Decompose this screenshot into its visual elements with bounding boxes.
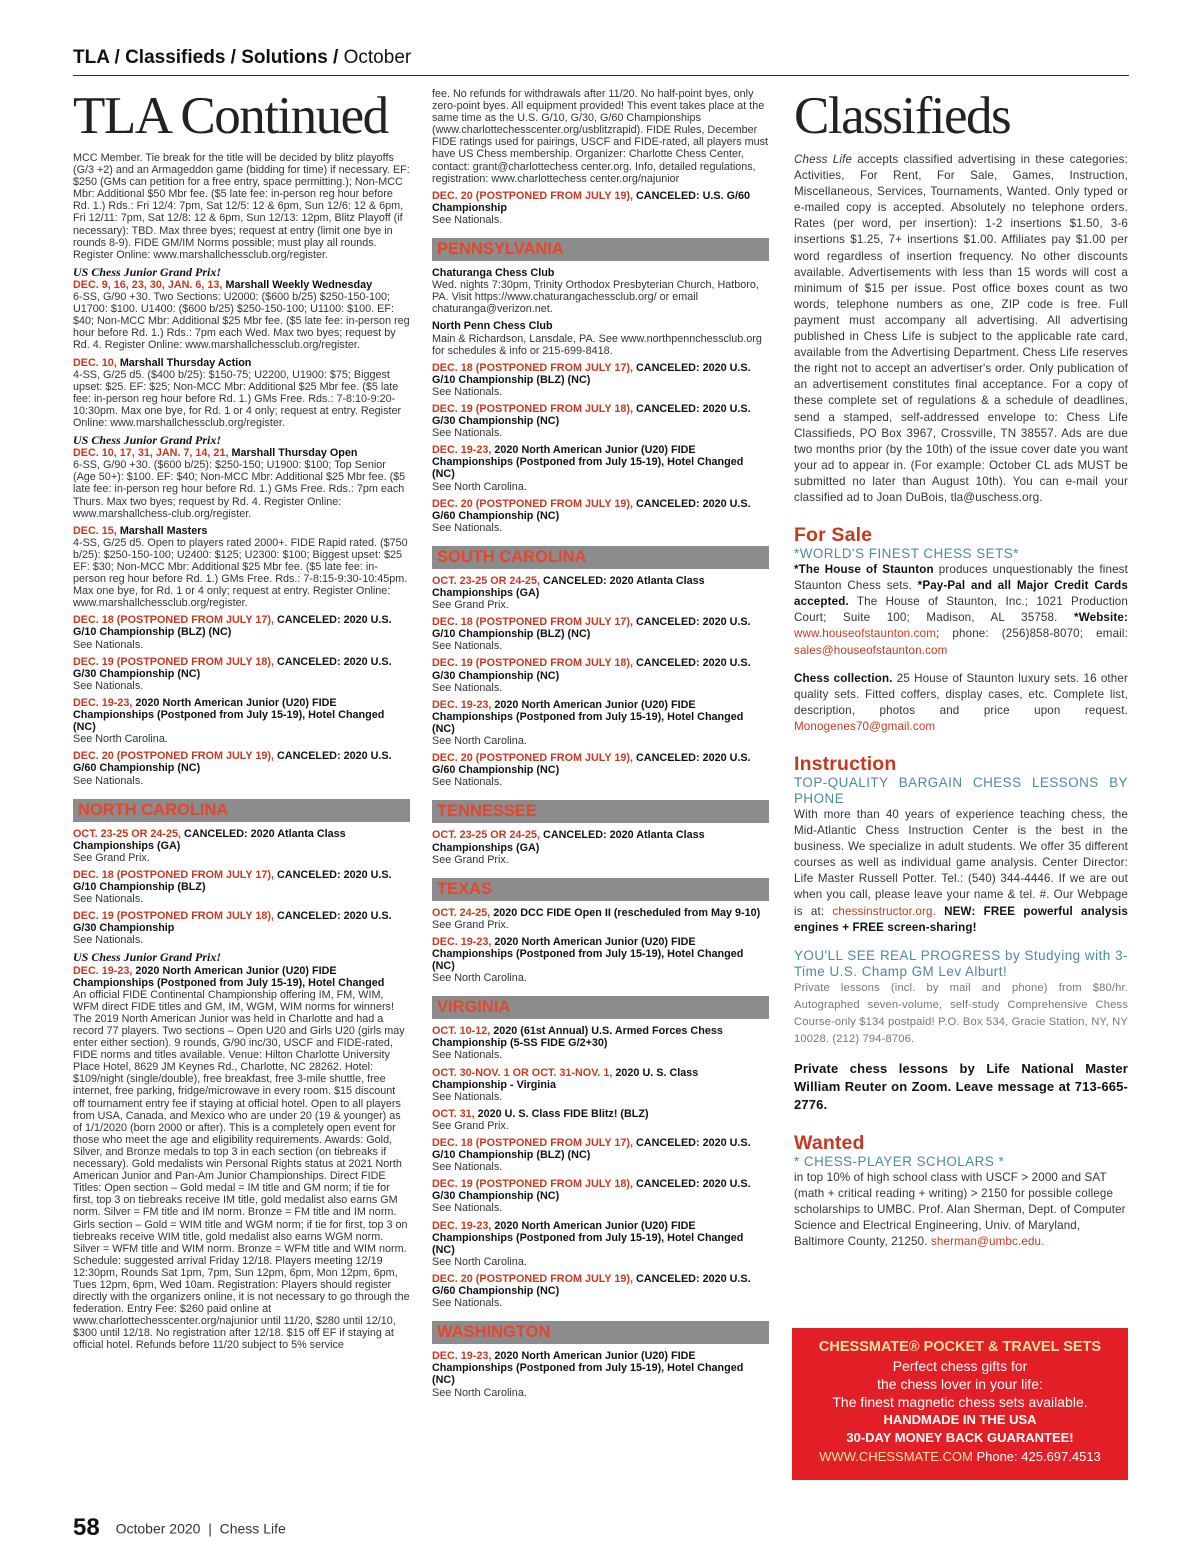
ad-title: CHESSMATE® POCKET & TRAVEL SETS [818,1339,1102,1355]
tla-entry: OCT. 23-25 OR 24-25, CANCELED: 2020 Atlanta Class Championships (GA) See Grand Prix. [432,829,705,866]
email-link[interactable]: Monogenes70@gmail.com [794,719,936,733]
club-entry: North Penn Chess Club Main & Richardson, Lansdale, PA. See www.northpennchessclub.org for schedules & info or 215-699-8418. [432,320,762,357]
tla-entry: OCT. 10-12, 2020 (61st Annual) U.S. Armed Forces Chess Championship (5-SS FIDE G/2+30) See Nationals. [432,1025,723,1062]
tla-intro: MCC Member. Tie break for the title will be decided by blitz playoffs (G/3 +2) and an Armageddon game (bidding for time) if necessary. EF: $250 (GMs can petition for a free entry, space permitting.); Non-MCC Mbr: Additional $50 Mbr fee. ($5 late fee: in-person reg hour before Rd. 1.) Rds.: Fri 12/4: 7pm, Sat 12/5: 12 & 6pm, Sun 12/6: 12 & 6pm, Fri 12/11: 7pm, Sat 12/8: 12 & 6pm, Sun 12/13: 12pm, Blitz Playoff (if necessary): TBD. Max three byes; request at entry (limit one bye in rounds 8-9). FIDE GM/IM Norms possible; must play all rounds. Register Online: www.marshallchessclub.org/register. [73,152,410,261]
tla-entry: DEC. 20 (POSTPONED FROM JULY 19), CANCELED: 2020 U.S. G/60 Championship (NC) See Nationals. [432,1272,751,1310]
tla-entry: DEC. 19 (POSTPONED FROM JULY 18), CANCELED: 2020 U.S. G/30 Championship (NC) See Nationals. [432,1178,751,1215]
ad-chess-collection: Chess collection. 25 House of Staunton luxury sets. 16 other quality sets. Fitted coffers, display cases, etc. Complete list, description, photos and price upon request. Monogenes70@gmail.com [794,671,1128,733]
wanted-subheading: * CHESS-PLAYER SCHOLARS * [794,1153,1005,1169]
tla-entry: DEC. 15, Marshall Masters 4-SS, G/25 d5. Open to players rated 2000+. FIDE Rapid rated. ($750 b/25): $250-150-100; U2400: $125; U2300: $100; Biggest upset: $25 EF: $30; Non-MCC Mbr: Additional $25 Mbr fee. ($5 late fee: in-person reg hour before Rd. 1.) GMs Free. Rds.: 7-8:15-9:30-10:45pm. Max one bye, for Rd. 1 or 4 only; request at entry. Register Online: www.marshallchessclub.org/register. [73,524,408,610]
issue-month: October [343,47,412,68]
ad-chess-lessons-phone: With more than 40 years of experience teaching chess, the Mid-Atlantic Chess Instruction Center is the best in the business. We specialize in adult students. We offer 35 different courses as well as individual game analysis. Center Director: Life Master Russell Potter. Tel.: (540) 344-4446. If we are out when you call, please leave your name & tel. #. Our Webpage is at: chessinstructor.org. NEW: FREE powerful analysis engines + FREE screen-sharing! [794,808,1128,934]
wanted-heading: Wanted [794,1131,865,1154]
state-header-north-carolina: NORTH CAROLINA [73,799,410,822]
ad-line: 30-DAY MONEY BACK GUARANTEE! [846,1430,1074,1445]
tla-entry: DEC. 20 (POSTPONED FROM JULY 19), CANCELED: 2020 U.S. G/60 Championship (NC) See Nationals. [432,497,751,534]
classifieds-title: Classifieds [794,88,1011,145]
website-link[interactable]: chessinstructor.org. [832,904,936,918]
tla-entry: DEC. 19 (POSTPONED FROM JULY 18), CANCELED: 2020 U.S. G/30 Championship (NC) See Nationals. [432,657,751,694]
instruction-heading: Instruction [794,753,897,775]
tla-entry: OCT. 24-25, 2020 DCC FIDE Open II (rescheduled from May 9-10) See Grand Prix. [432,906,761,931]
tla-entry: DEC. 18 (POSTPONED FROM JULY 17), CANCELED: 2020 U.S. G/10 Championship (BLZ) (NC) See Nationals. [432,1137,751,1174]
tla-entry: DEC. 19 (POSTPONED FROM JULY 18), CANCELED: 2020 U.S. G/30 Championship See Nationals. [73,910,392,947]
tla-entry: OCT. 23-25 OR 24-25, CANCELED: 2020 Atlanta Class Championships (GA) See Grand Prix. [432,574,705,612]
tla-entry: DEC. 18 (POSTPONED FROM JULY 17), CANCELED: 2020 U.S. G/10 Championship (BLZ) (NC) See Nationals. [73,614,392,651]
grand-prix-label: US Chess Junior Grand Prix! [73,264,222,279]
state-header-pennsylvania: PENNSYLVANIA [432,238,769,261]
tla-entry: DEC. 20 (POSTPONED FROM JULY 19), CANCELED: 2020 U.S. G/60 Championship (NC) See Nationals. [432,752,751,789]
tla-entry: DEC. 9, 16, 23, 30, JAN. 6, 13, Marshall Weekly Wednesday 6-SS, G/90 +30. Two Sections: U2000: ($600 b/25) $250-150-100; U1700: $100. U1400: ($600 b/25) $250-150-100; U1100: $100. EF: $40; Non-MCC Mbr: Additional $25 Mbr fee. ($5 late fee: in-person reg hour before Rd. 1.) Rds.: 7pm each Wed. Max two byes; request by Rd. 4. Register Online: www.marshallchessclub.org/register. [73,278,410,352]
tla-column-1 [73,88,410,1483]
ad-line: the chess lover in your life: [877,1376,1043,1392]
state-header-tennessee: TENNESSEE [432,800,769,823]
tla-entry: DEC. 20 (POSTPONED FROM JULY 19), CANCELED: U.S. G/60 Championship See Nationals. [432,189,750,226]
section-path: TLA / Classifieds / Solutions / [73,47,339,68]
tla-entry: DEC. 19-23, 2020 North American Junior (U20) FIDE Championships (Postponed from July 15-19), Hotel Changed (NC) See North Carolina. [73,696,385,746]
state-header-south-carolina: SOUTH CAROLINA [432,546,769,569]
tla-entry: DEC. 10, Marshall Thursday Action 4-SS, G/25 d5. ($400 b/25): $150-75; U2200, U1900: $75; Biggest upset: $25. EF: $25; Non-MCC Mbr: Additional $25 Mbr fee. ($5 late fee: in-person reg hour before Rd. 1.) GMs Free. Rds.: 7-8:10-9:20-10:30pm. Max one bye, for Rd. 1 or 4 only; request at entry. Register Online: www.marshallchessclub.org/register. [73,356,402,429]
ad-line: HANDMADE IN THE USA [883,1412,1037,1427]
email-link[interactable]: sales@houseofstaunton.com [794,643,948,657]
tla-entry: DEC. 19-23, 2020 North American Junior (U20) FIDE Championships (Postponed from July 15-19), Hotel Changed (NC) See North Carolina. [432,1219,744,1268]
tla-entry-continued: fee. No refunds for withdrawals after 11/20. No half-point byes, only zero-point byes. All equipment provided! This event takes place at the same time as the U.S. G/10, G/30, G/60 Championships (www.charlottechesscenter.org/usblitzrapid). FIDE Rules, December FIDE ratings used for pairings, USCF and FIDE-rated, all players must have US Chess membership. Organizer: Charlotte Chess Center, contact: grant@charlottechess center.org. Info, detailed regulations, registration: www.charlottechess center.org/najunior [432,88,769,185]
tla-entry: OCT. 30-NOV. 1 OR OCT. 31-NOV. 1, 2020 U. S. Class Championship - Virginia See Nationals. [432,1066,699,1103]
state-header-virginia: VIRGINIA [432,996,769,1019]
tla-entry: OCT. 23-25 OR 24-25, CANCELED: 2020 Atlanta Class Championships (GA) See Grand Prix. [73,827,346,864]
state-header-washington: WASHINGTON [432,1321,769,1344]
tla-entry: DEC. 18 (POSTPONED FROM JULY 17), CANCELED: 2020 U.S. G/10 Championship (BLZ) See Nationals. [73,868,392,906]
chessmate-ad [792,1328,1128,1480]
tla-entry: DEC. 18 (POSTPONED FROM JULY 17), CANCELED: 2020 U.S. G/10 Championship (BLZ) (NC) See Nationals. [432,361,751,398]
ad-house-of-staunton: *The House of Staunton produces unquestionably the finest Staunton Chess sets. *Pay-Pal and all Major Credit Cards accepted. The House of Staunton, Inc.; 1021 Production Court; Suite 100; Madison, AL 35758. *Website: www.houseofstaunton.com; phone: (256)858-8070; email: sales@houseofstaunton.com [794,563,1128,657]
grand-prix-label: US Chess Junior Grand Prix! [73,950,222,965]
ad-chess-scholars: in top 10% of high school class with USCF > 2000 and SAT (math + critical reading + writing) > 2150 for possible college scholarships to UMBC. Prof. Alan Sherman, Dept. of Computer Science and Electrical Engineering, Univ. of Maryland, Baltimore County, 21250. sherman@umbc.edu. [794,1170,1126,1249]
ad-contact: WWW.CHESSMATE.COM Phone: 425.697.4513 [819,1449,1101,1464]
classifieds-intro: Chess Life accepts classified advertising in these categories: Activities, For Rent, For Sale, Games, Instruction, Miscellaneous, Services, Tournaments, Wanted. Only typed or e-mailed copy is accepted. Absolutely no telephone orders. Rates (per word, per insertion): 1-2 insertions $1.50, 3-6 insertions $1.25, 7+ insertions $1.00. Affiliates pay $1.00 per word regardless of insertion frequency. No other discounts available. Advertisements with less than 15 words will cost a minimum of $15 per issue. Post office boxes count as two words, telephone numbers as one, ZIP code is free. Full payment must accompany all advertising. All advertising published in Chess Life is subject to the applicable rate card, available from the Advertising Department. Chess Life reserves the right not to accept an advertiser's order. Only publication of an advertisement constitutes final acceptance. For a copy of these complete set of regulations & a schedule of deadlines, send a stamped, self-addressed envelope to: Chess Life Classifieds, PO Box 3967, Crossville, TN 38557. Ads are due two months prior (by the 10th) of the issue cover date you want your ad to appear in. (For example: October CL ads MUST be submitted no later than August 10th). You can e-mail your classified ad to Joan DuBois, tla@uschess.org. [794,153,1128,504]
website-link[interactable]: www.houseofstaunton.com [794,627,937,641]
tla-title: TLA Continued [73,88,388,145]
instruction-subheading: TOP-QUALITY BARGAIN CHESS LESSONS BY PHONE [794,775,1128,806]
ad-line: The finest magnetic chess sets available. [832,1394,1088,1410]
club-entry: Chaturanga Chess Club Wed. nights 7:30pm, Trinity Orthodox Presbyterian Church, Hatboro, PA. Visit https://www.chaturangachessclub.org/ or email chaturanga@verizon.net. [432,267,759,316]
ad-line: Perfect chess gifts for [892,1358,1028,1374]
tla-entry: OCT. 31, 2020 U. S. Class FIDE Blitz! (BLZ) See Grand Prix. [432,1107,649,1132]
page-number: 58 [73,1514,100,1542]
grand-prix-label: US Chess Junior Grand Prix! [73,433,222,448]
tla-column-2 [432,88,769,1488]
email-link[interactable]: sherman@umbc.edu. [930,1235,1045,1249]
tla-entry: DEC. 19-23, 2020 North American Junior (U20) FIDE Championships (Postponed from July 15-19), Hotel Changed (NC) See North Carolina. [432,698,744,748]
tla-entry: DEC. 19 (POSTPONED FROM JULY 18), CANCELED: 2020 U.S. G/30 Championship (NC) See Nationals. [432,402,751,440]
tla-entry: DEC. 19-23, 2020 North American Junior (U20) FIDE Championships (Postponed from July 15-19), Hotel Changed (NC) See North Carolina. [432,444,744,493]
tla-entry: DEC. 19-23, 2020 North American Junior (U20) FIDE Championships (Postponed from July 15-19), Hotel Changed (NC) See North Carolina. [432,1350,744,1399]
tla-entry: DEC. 18 (POSTPONED FROM JULY 17), CANCELED: 2020 U.S. G/10 Championship (BLZ) (NC) See Nationals. [432,616,751,653]
for-sale-heading: For Sale [794,524,873,547]
tla-entry: DEC. 10, 17, 31, JAN. 7, 14, 21, Marshall Thursday Open 6-SS, G/90 +30. ($600 b/25): $250-150; U1900: $100; Top Senior (Age 50+): $100. EF: $40; Non-MCC Mbr: Additional $25 Mbr fee. ($5 late fee: in-person reg hour before Rd. 1.) GMs Free. Rds.: 7pm each Thurs. Max two byes; request by Rd. 4. Register Online: www.marshallchess-club.org/register. [73,447,406,520]
running-head [73,46,1129,76]
for-sale-subheading: *WORLD'S FINEST CHESS SETS* [794,546,1019,562]
tla-entry: DEC. 19-23, 2020 North American Junior (U20) FIDE Championships (Postponed from July 15-19), Hotel Changed (NC) See North Carolina. [432,935,744,985]
tla-entry-junior: DEC. 19-23, 2020 North American Junior (U20) FIDE Championships (Postponed from July 15-19), Hotel Changed An official FIDE Continental Championship offering IM, FM, WIM, WFM direct FIDE titles and GM, IM, WGM, WIM norms for winners! The 2019 North American Junior was held in Charlotte and had a record 77 players. Two sections – Open U20 and Girls U20 (girls may enter either section). 9 rounds, G/90 inc/30, USCF and FIDE-rated, FIDE norms and titles available. Venue: Hilton Charlotte University Place Hotel, 8629 JM Keynes Rd., Charlotte, NC 28262. Hotel: $109/night (single/double), free breakfast, free 3-mile shuttle, free internet, free parking, fridge/microwave in every room. $15 discount off tournament entry fee if staying at official hotel. Open to all players from USA, Canada, and Mexico who are under 20 (19 & younger) as of 1/1/2020 (born 2000 or after). This is a completely open event for those who meet the age and eligibility requirements. Awards: Gold, Silver, and Bronze medals to top 3 in each section (on tiebreaks if necessary). Gold medalists win Personal Rights status at 2021 North American Junior and Pan-Am Junior Championships. Direct FIDE Titles: Open section – Gold medal = IM title and GM norm; if tie for first, top 3 on tiebreaks receive IM title, gold medalist also earns GM norm. Silver = FM title and IM norm. Bronze = FM title and IM norm. Girls section – Gold = WIM title and WGM norm; if tie for first, top 3 on tiebreaks receive WIM title, gold medalist also earns WGM norm. Silver = WFM title and WIM norm. Bronze = WFM title and WIM norm. Schedule: suggested arrival Friday 12/18. Players meeting 12/19 12:30pm, Rounds Sat 1pm, 7pm, Sun 12pm, 6pm, Mon 12pm, 6pm, Tues 12pm, 6pm, Wed 10am. Registration: Players should register directly with the organizers online, it is not necessary to go through the federation. Entry Fee: $260 paid online at www.charlottechesscenter.org/najunior until 11/20, $280 until 12/10, $300 until 12/18. No registration after 12/18. $15 off EF if staying at official hotel. Refunds before 11/20 subject to 5% service [73,964,410,1352]
tla-entry: DEC. 20 (POSTPONED FROM JULY 19), CANCELED: 2020 U.S. G/60 Championship (NC) See Nationals. [73,750,392,787]
ad-william-reuter: Private chess lessons by Life National Master William Reuter on Zoom. Leave message at 713-665-2776. [794,1060,1128,1112]
issue-label: October 2020 | Chess Life [115,1520,286,1537]
state-header-texas: TEXAS [432,878,769,901]
ad-lev-alburt: Private lessons (incl. by mail and phone) from $80/hr. Autographed seven-volume, self-study Comprehensive Chess Course-only $134 postpaid! P.O. Box 534, Gracie Station, NY, NY 10028. (212) 794-8706. [794,981,1128,1045]
instruction-subheading: YOU'LL SEE REAL PROGRESS by Studying with 3-Time U.S. Champ GM Lev Alburt! [794,947,1128,979]
tla-entry: DEC. 19 (POSTPONED FROM JULY 18), CANCELED: 2020 U.S. G/30 Championship (NC) See Nationals. [73,655,392,692]
page-footer [73,1513,286,1543]
ad-website-link[interactable]: WWW.CHESSMATE.COM [819,1449,973,1464]
classifieds-column [794,88,1128,1323]
